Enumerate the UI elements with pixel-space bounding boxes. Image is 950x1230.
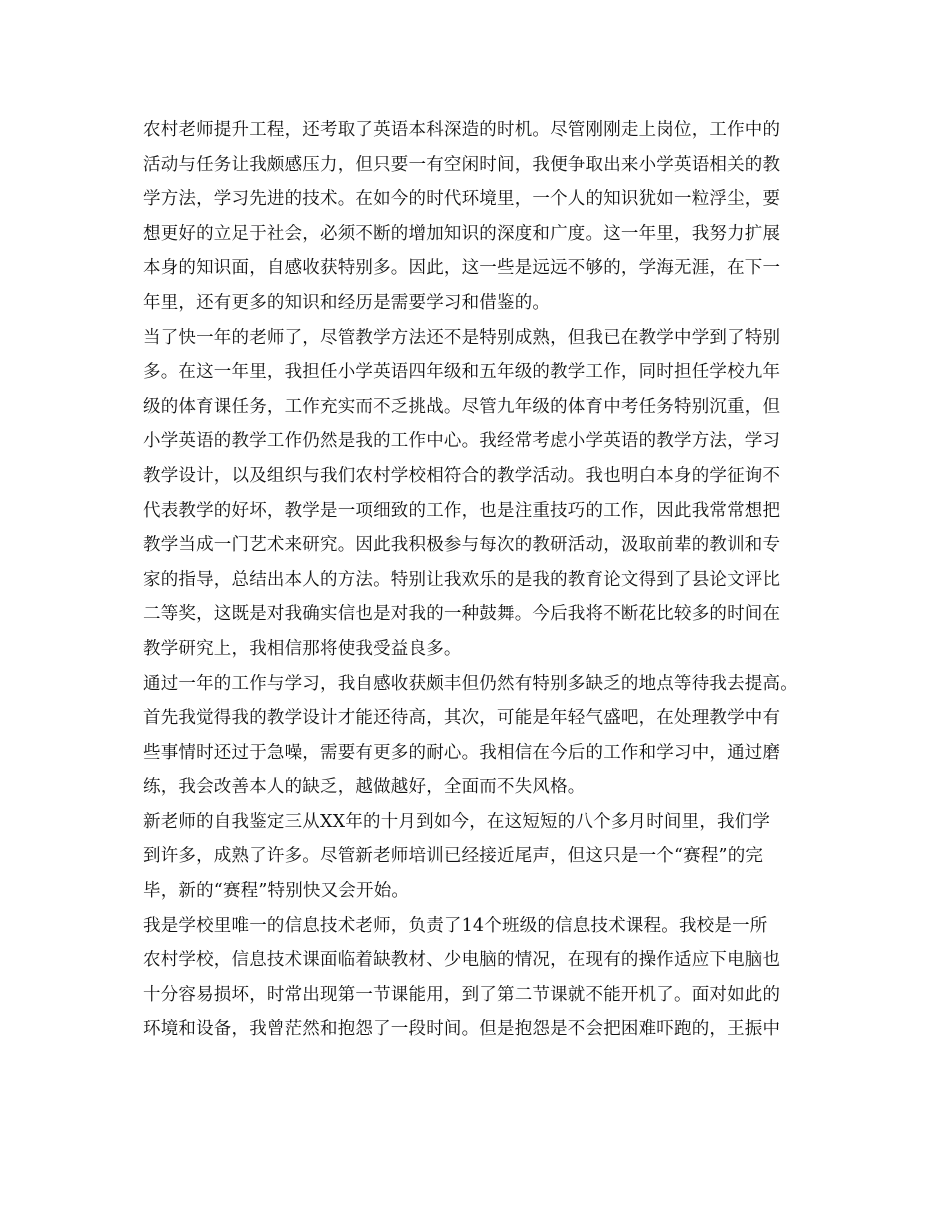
paragraph-4	[143, 805, 823, 909]
text-line: 新老师的自我鉴定三从XX年的十月到如今，在这短短的八个多月时间里，我们学	[143, 811, 771, 832]
text-line: 二等奖，这既是对我确实信也是对我的一种鼓舞。今后我将不断花比较多的时间在	[143, 604, 781, 625]
document-body	[143, 113, 823, 1047]
text-line: 农村老师提升工程，还考取了英语本科深造的时机。尽管刚刚走上岗位，工作中的	[143, 120, 781, 140]
text-line: 农村学校，信息技术课面临着缺教材、少电脑的情况，在现有的操作适应下电脑也	[143, 950, 781, 971]
text-line: 我是学校里唯一的信息技术老师，负责了14个班级的信息技术课程。我校是一所	[143, 915, 768, 936]
text-line: 多。在这一年里，我担任小学英语四年级和五年级的教学工作，同时担任学校九年	[143, 362, 781, 383]
text-line: 本身的知识面，自感收获特别多。因此，这一些是远远不够的，学海无涯，在下一	[143, 258, 781, 279]
text-line: 家的指导，总结出本人的方法。特别让我欢乐的是我的教育论文得到了县论文评比	[143, 569, 781, 590]
text-line: 到许多，成熟了许多。尽管新老师培训已经接近尾声，但这只是一个“赛程”的完	[143, 846, 764, 867]
text-line: 教学研究上，我相信那将使我受益良多。	[143, 638, 462, 659]
paragraph-3	[143, 667, 823, 805]
text-line: 首先我觉得我的教学设计才能还待高，其次，可能是年轻气盛吧，在处理教学中有	[143, 708, 781, 729]
text-line: 学方法，学习先进的技术。在如今的时代环境里，一个人的知识犹如一粒浮尘，要	[143, 189, 781, 210]
text-line: 练，我会改善本人的缺乏，越做越好，全面而不失风格。	[143, 777, 586, 798]
text-line: 年里，还有更多的知识和经历是需要学习和借鉴的。	[143, 292, 551, 313]
text-line: 教学设计，以及组织与我们农村学校相符合的教学活动。我也明白本身的学征询不	[143, 465, 781, 486]
text-line: 小学英语的教学工作仍然是我的工作中心。我经常考虑小学英语的教学方法，学习	[143, 431, 781, 452]
text-line: 代表教学的好坏，教学是一项细致的工作，也是注重技巧的工作，因此我常常想把	[143, 500, 781, 521]
paragraph-2	[143, 321, 823, 667]
text-line: 教学当成一门艺术来研究。因此我积极参与每次的教研活动，汲取前辈的教训和专	[143, 535, 781, 556]
text-line: 想更好的立足于社会，必须不断的增加知识的深度和广度。这一年里，我努力扩展	[143, 223, 781, 244]
text-line: 级的体育课任务，工作充实而不乏挑战。尽管九年级的体育中考任务特别沉重，但	[143, 396, 781, 417]
text-line: 活动与任务让我颇感压力，但只要一有空闲时间，我便争取出来小学英语相关的教	[143, 154, 781, 175]
text-line: 环境和设备，我曾茫然和抱怨了一段时间。但是抱怨是不会把困难吓跑的，王振中	[143, 1019, 781, 1040]
paragraph-1	[143, 113, 823, 321]
text-line: 毕，新的“赛程”特别快又会开始。	[143, 881, 410, 902]
text-line: 当了快一年的老师了，尽管教学方法还不是特别成熟，但我已在教学中学到了特别	[143, 327, 781, 348]
text-line: 十分容易损坏，时常出现第一节课能用，到了第二节课就不能开机了。面对如此的	[143, 984, 781, 1005]
text-line: 些事情时还过于急噪，需要有更多的耐心。我相信在今后的工作和学习中，通过磨	[143, 742, 781, 763]
paragraph-5	[143, 909, 823, 1047]
text-line: 通过一年的工作与学习，我自感收获颇丰但仍然有特别多缺乏的地点等待我去提高。	[143, 673, 798, 694]
